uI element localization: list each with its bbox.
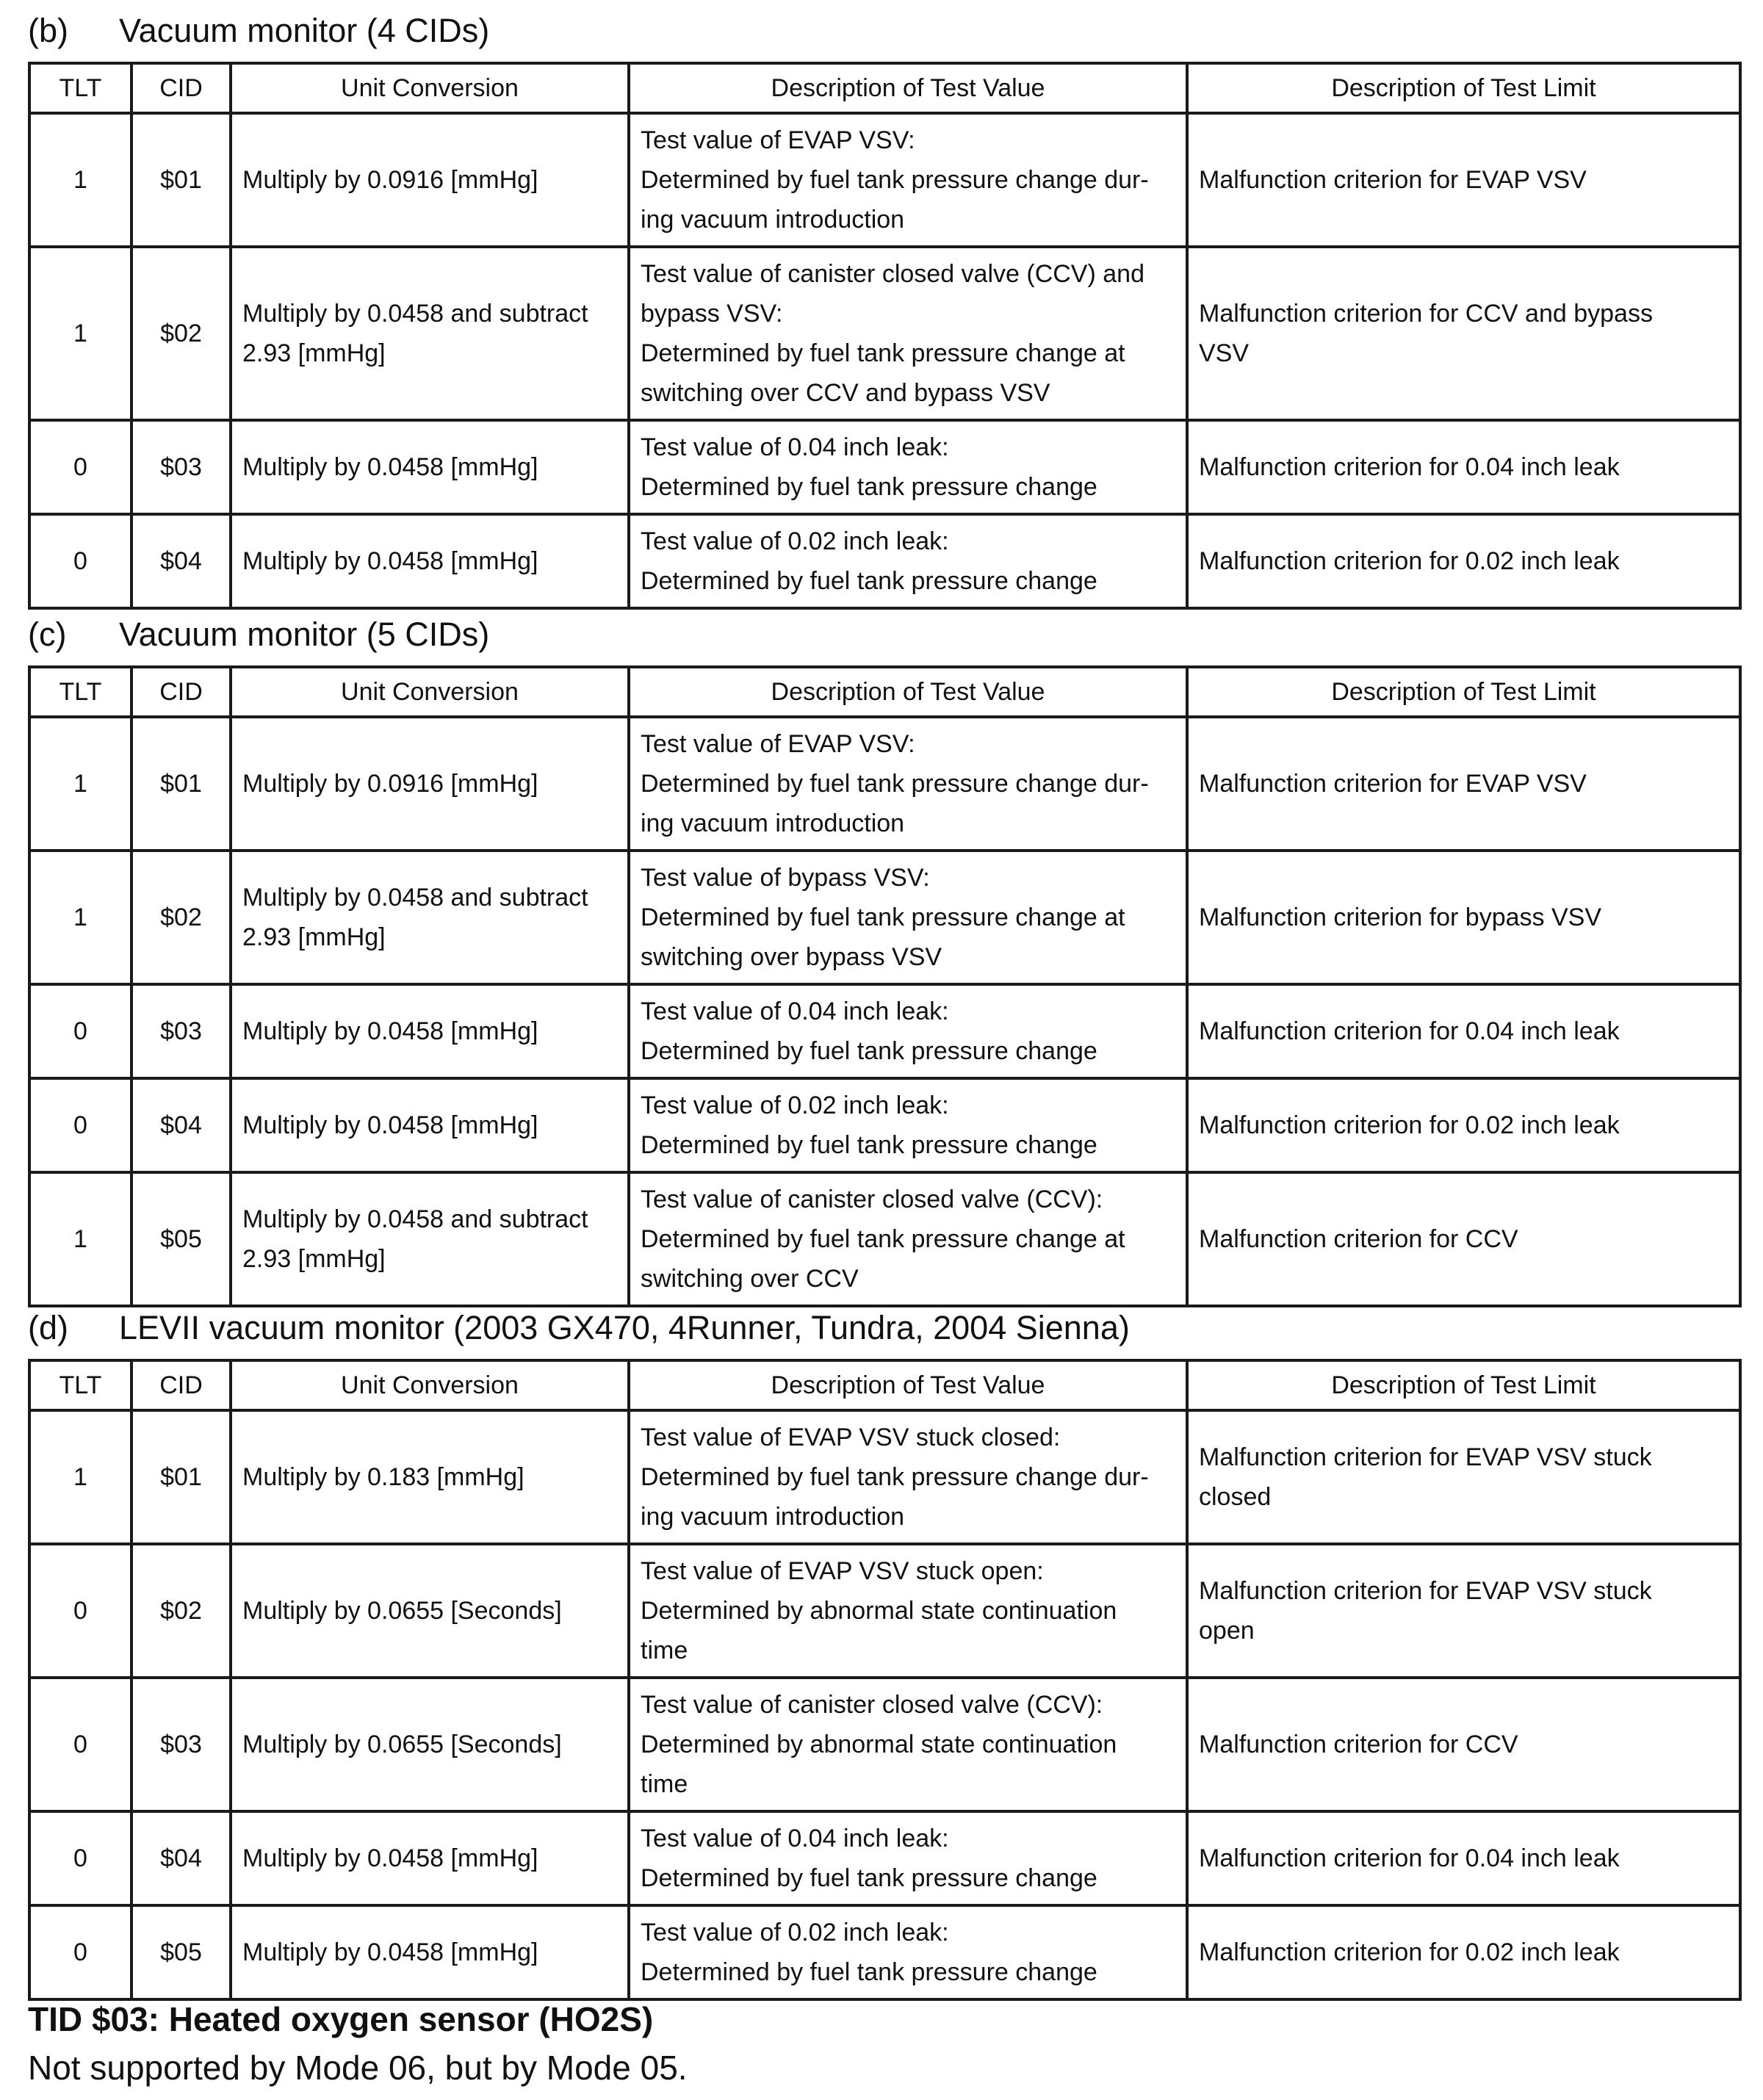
text-line: bypass VSV:	[641, 300, 783, 328]
header-cid: CID	[131, 63, 231, 113]
text-line: Malfunction criterion for EVAP VSV stuck	[1199, 1577, 1652, 1605]
text-line: Determined by fuel tank pressure change	[641, 567, 1097, 595]
text-line: Test value of 0.02 inch leak:	[641, 527, 949, 555]
unit-conversion-cell: Multiply by 0.0458 [mmHg]	[231, 1905, 629, 1999]
test-limit-cell	[1187, 1172, 1740, 1306]
text-line: time	[641, 1770, 688, 1798]
unit-conversion-cell: Multiply by 0.0458 and subtract 2.93 [mmHg]	[231, 247, 629, 420]
unit-conversion-cell: Multiply by 0.0916 [mmHg]	[231, 717, 629, 851]
unit-conversion-cell: Multiply by 0.0655 [Seconds]	[231, 1544, 629, 1678]
tlt-cell: 1	[29, 1410, 131, 1544]
text-line: Malfunction criterion for bypass VSV	[1199, 903, 1602, 931]
test-value-cell	[629, 1905, 1187, 1999]
unit-conversion-cell: Multiply by 0.0458 and subtract 2.93 [mmHg]	[231, 851, 629, 984]
text-line: switching over bypass VSV	[641, 943, 942, 971]
text-line: VSV	[1199, 339, 1250, 367]
cid-cell: $01	[131, 1410, 231, 1544]
section-letter: (b)	[28, 12, 68, 49]
text-line: Test value of 0.04 inch leak:	[641, 1825, 949, 1852]
tlt-cell: 1	[29, 1172, 131, 1306]
header-tlt: TLT	[29, 63, 131, 113]
cid-cell: $04	[131, 1811, 231, 1905]
cid-cell: $05	[131, 1905, 231, 1999]
text-line: Test value of canister closed valve (CCV):	[641, 1186, 1103, 1213]
test-value-cell	[629, 984, 1187, 1078]
monitor-table	[28, 665, 1742, 1307]
text-line: Malfunction criterion for 0.04 inch leak	[1199, 1017, 1620, 1045]
unit-conversion-cell: Multiply by 0.0458 [mmHg]	[231, 514, 629, 608]
text-line: ing vacuum introduction	[641, 1503, 905, 1531]
header-unit-conversion: Unit Conversion	[231, 63, 629, 113]
table-row	[29, 113, 1740, 247]
cid-cell: $03	[131, 420, 231, 514]
table-header-row	[29, 1360, 1740, 1410]
text-line: Test value of canister closed valve (CCV) and	[641, 260, 1144, 288]
section-title	[28, 9, 489, 53]
section-title	[28, 613, 489, 657]
unit-conversion-cell: Multiply by 0.0655 [Seconds]	[231, 1678, 629, 1811]
table-row	[29, 1678, 1740, 1811]
test-value-cell	[629, 1078, 1187, 1172]
text-line: Determined by fuel tank pressure change at	[641, 339, 1125, 367]
test-limit-cell	[1187, 851, 1740, 984]
text-line: switching over CCV and bypass VSV	[641, 379, 1050, 407]
text-line: Test value of 0.02 inch leak:	[641, 1092, 949, 1119]
test-limit-cell	[1187, 1811, 1740, 1905]
text-line: Determined by fuel tank pressure change dur-	[641, 1463, 1149, 1491]
text-line: Malfunction criterion for 0.04 inch leak	[1199, 1844, 1620, 1872]
test-value-cell	[629, 1678, 1187, 1811]
header-unit-conversion: Unit Conversion	[231, 1360, 629, 1410]
text-line: Determined by fuel tank pressure change dur-	[641, 770, 1149, 798]
test-limit-cell	[1187, 717, 1740, 851]
text-line: Malfunction criterion for EVAP VSV	[1199, 770, 1587, 798]
text-line: Malfunction criterion for EVAP VSV	[1199, 166, 1587, 194]
section-letter: (d)	[28, 1309, 68, 1346]
test-limit-cell	[1187, 1678, 1740, 1811]
table-header-row	[29, 667, 1740, 717]
footer-heading: TID $03: Heated oxygen sensor (HO2S)	[28, 2000, 654, 2038]
unit-conversion-cell: Multiply by 0.0458 [mmHg]	[231, 1811, 629, 1905]
cid-cell: $02	[131, 851, 231, 984]
cid-cell: $03	[131, 1678, 231, 1811]
tlt-cell: 0	[29, 1811, 131, 1905]
text-line: Test value of 0.02 inch leak:	[641, 1919, 949, 1946]
test-value-cell	[629, 1172, 1187, 1306]
header-cid: CID	[131, 1360, 231, 1410]
text-line: Test value of 0.04 inch leak:	[641, 997, 949, 1025]
test-value-cell	[629, 113, 1187, 247]
table-row	[29, 1811, 1740, 1905]
cid-cell: $04	[131, 1078, 231, 1172]
test-limit-cell	[1187, 247, 1740, 420]
header-tlt: TLT	[29, 667, 131, 717]
text-line: Determined by abnormal state continuation	[641, 1597, 1117, 1625]
test-limit-cell	[1187, 984, 1740, 1078]
text-line: Malfunction criterion for 0.02 inch leak	[1199, 547, 1620, 575]
test-value-cell	[629, 247, 1187, 420]
text-line: Malfunction criterion for 0.02 inch leak	[1199, 1938, 1620, 1966]
test-limit-cell	[1187, 1905, 1740, 1999]
header-test-limit: Description of Test Limit	[1187, 1360, 1740, 1410]
text-line: closed	[1199, 1483, 1272, 1511]
monitor-table	[28, 62, 1742, 610]
header-test-value: Description of Test Value	[629, 667, 1187, 717]
cid-cell: $03	[131, 984, 231, 1078]
tlt-cell: 0	[29, 514, 131, 608]
section-title	[28, 1306, 1130, 1350]
text-line: Determined by fuel tank pressure change dur-	[641, 166, 1149, 194]
tlt-cell: 1	[29, 851, 131, 984]
header-test-value: Description of Test Value	[629, 63, 1187, 113]
cid-cell: $05	[131, 1172, 231, 1306]
text-line: Malfunction criterion for EVAP VSV stuck	[1199, 1443, 1652, 1471]
header-test-value: Description of Test Value	[629, 1360, 1187, 1410]
cid-cell: $01	[131, 113, 231, 247]
tlt-cell: 0	[29, 1678, 131, 1811]
header-cid: CID	[131, 667, 231, 717]
test-limit-cell	[1187, 1544, 1740, 1678]
text-line: Malfunction criterion for CCV	[1199, 1731, 1518, 1758]
text-line: Determined by fuel tank pressure change at	[641, 903, 1125, 931]
header-unit-conversion: Unit Conversion	[231, 667, 629, 717]
text-line: Determined by fuel tank pressure change	[641, 1958, 1097, 1986]
tlt-cell: 0	[29, 1905, 131, 1999]
test-limit-cell	[1187, 1078, 1740, 1172]
text-line: Determined by fuel tank pressure change	[641, 1864, 1097, 1892]
unit-conversion-cell: Multiply by 0.0458 [mmHg]	[231, 420, 629, 514]
tlt-cell: 0	[29, 1544, 131, 1678]
tlt-cell: 0	[29, 420, 131, 514]
text-line: time	[641, 1637, 688, 1664]
table-header-row	[29, 63, 1740, 113]
table-row	[29, 984, 1740, 1078]
tlt-cell: 1	[29, 247, 131, 420]
tlt-cell: 0	[29, 984, 131, 1078]
text-line: Test value of EVAP VSV stuck open:	[641, 1557, 1044, 1585]
section-heading: LEVII vacuum monitor (2003 GX470, 4Runner, Tundra, 2004 Sienna)	[119, 1309, 1130, 1346]
text-line: open	[1199, 1617, 1255, 1645]
text-line: Determined by fuel tank pressure change	[641, 1131, 1097, 1159]
footer-text: Not supported by Mode 06, but by Mode 05.	[28, 2049, 688, 2087]
test-value-cell	[629, 851, 1187, 984]
table-row	[29, 1172, 1740, 1306]
text-line: Malfunction criterion for CCV and bypass	[1199, 300, 1653, 328]
text-line: Malfunction criterion for 0.02 inch leak	[1199, 1111, 1620, 1139]
text-line: ing vacuum introduction	[641, 206, 905, 234]
table-row	[29, 1905, 1740, 1999]
text-line: Determined by fuel tank pressure change at	[641, 1225, 1125, 1253]
test-limit-cell	[1187, 514, 1740, 608]
table-row	[29, 420, 1740, 514]
header-test-limit: Description of Test Limit	[1187, 63, 1740, 113]
table-row	[29, 1544, 1740, 1678]
text-line: Test value of EVAP VSV:	[641, 730, 915, 758]
test-value-cell	[629, 420, 1187, 514]
text-line: switching over CCV	[641, 1265, 859, 1293]
text-line: Determined by abnormal state continuation	[641, 1731, 1117, 1758]
test-value-cell	[629, 514, 1187, 608]
tlt-cell: 1	[29, 113, 131, 247]
text-line: ing vacuum introduction	[641, 809, 905, 837]
test-limit-cell	[1187, 420, 1740, 514]
unit-conversion-cell: Multiply by 0.0458 and subtract 2.93 [mmHg]	[231, 1172, 629, 1306]
header-tlt: TLT	[29, 1360, 131, 1410]
cid-cell: $04	[131, 514, 231, 608]
table-row	[29, 514, 1740, 608]
text-line: Malfunction criterion for CCV	[1199, 1225, 1518, 1253]
unit-conversion-cell: Multiply by 0.183 [mmHg]	[231, 1410, 629, 1544]
text-line: Test value of canister closed valve (CCV):	[641, 1691, 1103, 1719]
table-row	[29, 1410, 1740, 1544]
text-line: Determined by fuel tank pressure change	[641, 1037, 1097, 1065]
test-value-cell	[629, 1811, 1187, 1905]
unit-conversion-cell: Multiply by 0.0458 [mmHg]	[231, 984, 629, 1078]
unit-conversion-cell: Multiply by 0.0458 [mmHg]	[231, 1078, 629, 1172]
monitor-table	[28, 1359, 1742, 2001]
text-line: Test value of EVAP VSV:	[641, 126, 915, 154]
text-line: Malfunction criterion for 0.04 inch leak	[1199, 453, 1620, 481]
section-heading: Vacuum monitor (4 CIDs)	[119, 12, 490, 49]
test-limit-cell	[1187, 113, 1740, 247]
tlt-cell: 0	[29, 1078, 131, 1172]
table-row	[29, 1078, 1740, 1172]
test-value-cell	[629, 1544, 1187, 1678]
cid-cell: $01	[131, 717, 231, 851]
text-line: Test value of EVAP VSV stuck closed:	[641, 1424, 1061, 1451]
test-limit-cell	[1187, 1410, 1740, 1544]
test-value-cell	[629, 1410, 1187, 1544]
header-test-limit: Description of Test Limit	[1187, 667, 1740, 717]
cid-cell: $02	[131, 1544, 231, 1678]
section-heading: Vacuum monitor (5 CIDs)	[119, 616, 490, 653]
section-letter: (c)	[28, 616, 67, 653]
text-line: Determined by fuel tank pressure change	[641, 473, 1097, 501]
table-row	[29, 717, 1740, 851]
unit-conversion-cell: Multiply by 0.0916 [mmHg]	[231, 113, 629, 247]
text-line: Test value of bypass VSV:	[641, 864, 930, 892]
text-line: Test value of 0.04 inch leak:	[641, 433, 949, 461]
cid-cell: $02	[131, 247, 231, 420]
tlt-cell: 1	[29, 717, 131, 851]
table-row	[29, 247, 1740, 420]
test-value-cell	[629, 717, 1187, 851]
table-row	[29, 851, 1740, 984]
